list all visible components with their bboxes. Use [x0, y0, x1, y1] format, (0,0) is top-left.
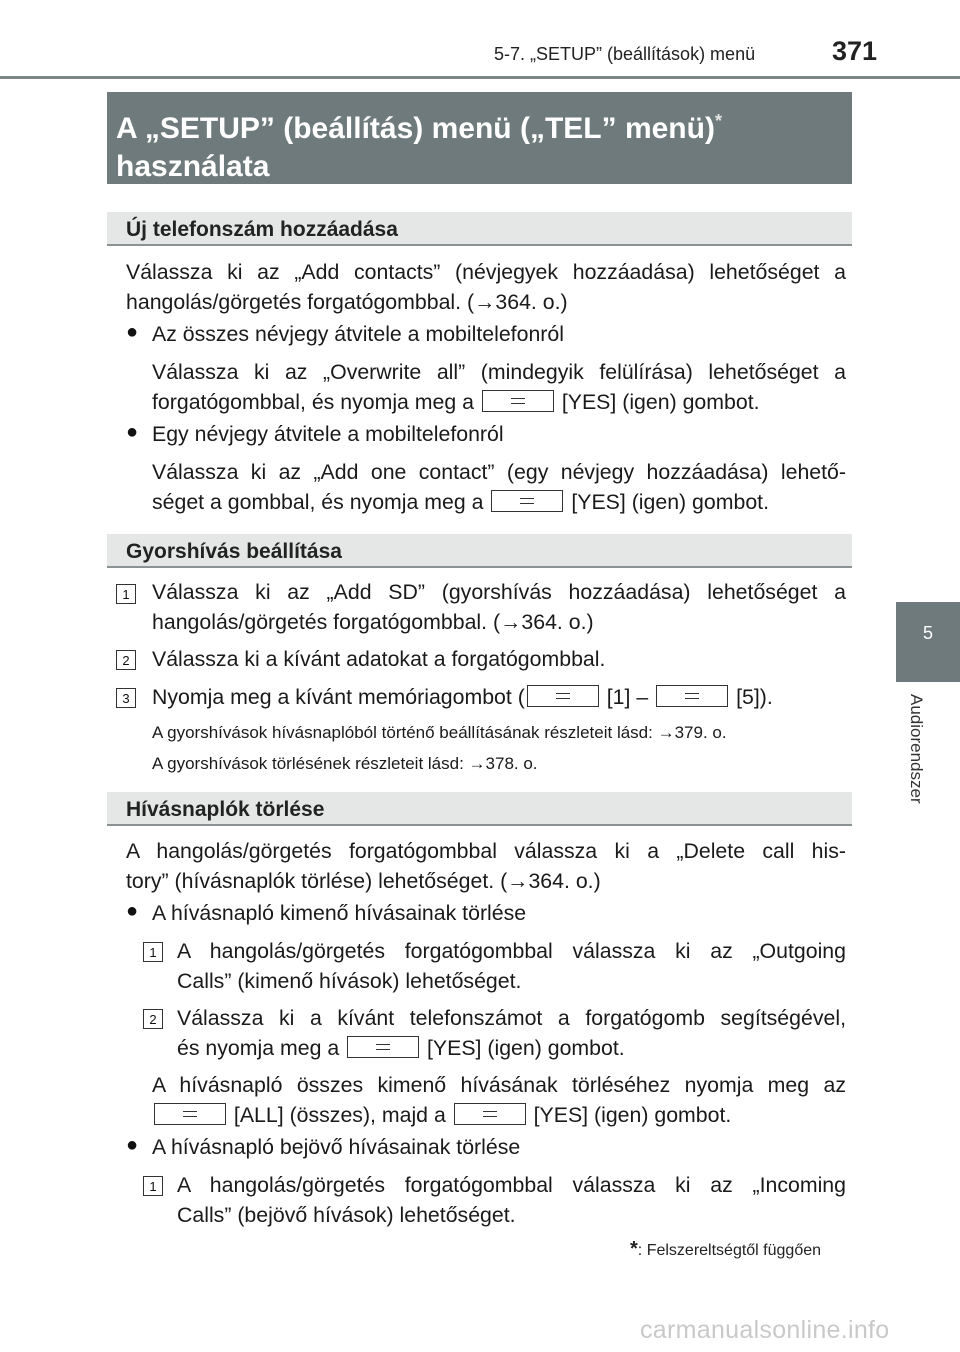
section-heading-delete-logs: Hívásnaplók törlése — [107, 792, 852, 826]
chapter-label: Audiorendszer — [907, 694, 926, 804]
paragraph-line: Válassza ki az „Overwrite all” (mindegyik felülírása) lehetőséget a — [152, 360, 846, 384]
bullet-icon: ● — [126, 1134, 139, 1156]
bullet-title: Az összes névjegy átvitele a mobiltelefonról — [152, 322, 564, 346]
page-title: A „SETUP” (beállítás) menü („TEL” menü)* használata — [107, 92, 852, 184]
bullet-icon: ● — [126, 421, 139, 443]
button-icon — [347, 1036, 419, 1058]
note-line: A gyorshívások hívásnaplóból történő beállításának részleteit lásd: →379. o. — [152, 723, 727, 742]
paragraph-line: és nyomja meg a [YES] (igen) gombot. — [177, 1036, 625, 1060]
button-icon — [154, 1103, 226, 1125]
header-rule — [0, 76, 960, 79]
footnote: *: Felszereltségtől függően — [630, 1238, 822, 1260]
step-number: 1 — [143, 1176, 163, 1196]
bullet-icon: ● — [126, 900, 139, 922]
paragraph-line: Nyomja meg a kívánt memóriagombot ( [1] – [5]). — [152, 685, 773, 709]
paragraph-line: forgatógombbal, és nyomja meg a [YES] (igen) gombot. — [152, 390, 760, 414]
running-header: 5-7. „SETUP” (beállítások) menü — [494, 44, 756, 64]
paragraph-line: Calls” (kimenő hívások) lehetőséget. — [177, 969, 522, 993]
paragraph-line: tory” (hívásnaplók törlése) lehetőséget. (→364. o.) — [126, 869, 601, 893]
step-number: 1 — [143, 942, 163, 962]
step-number: 2 — [116, 650, 136, 670]
chapter-number: 5 — [922, 623, 933, 643]
bullet-title: A hívásnapló kimenő hívásainak törlése — [152, 901, 527, 925]
paragraph-line: A hangolás/görgetés forgatógombbal válassza ki a „Delete call his- — [126, 839, 846, 863]
paragraph-line: Calls” (bejövő hívások) lehetőséget. — [177, 1203, 516, 1227]
paragraph-line: A hangolás/görgetés forgatógombbal válassza ki az „Incoming — [177, 1173, 846, 1197]
button-icon — [491, 490, 563, 512]
bullet-title: A hívásnapló bejövő hívásainak törlése — [152, 1135, 521, 1159]
paragraph-line: A hangolás/görgetés forgatógombbal válassza ki az „Outgoing — [177, 939, 846, 963]
paragraph-line: séget a gombbal, és nyomja meg a [YES] (igen) gombot. — [152, 490, 770, 514]
asterisk-icon: * — [630, 1238, 638, 1260]
page-number: 371 — [832, 36, 878, 66]
watermark-text: carmanualsonline.info — [640, 1316, 890, 1344]
button-icon — [656, 685, 728, 707]
button-icon — [454, 1103, 526, 1125]
paragraph-line: Válassza ki a kívánt adatokat a forgatógombbal. — [152, 647, 606, 671]
button-icon — [527, 685, 599, 707]
paragraph-line: Válassza ki az „Add contacts” (névjegyek hozzáadása) lehetőséget a — [126, 260, 846, 284]
bullet-title: Egy névjegy átvitele a mobiltelefonról — [152, 422, 504, 446]
step-number: 3 — [116, 688, 136, 708]
button-icon — [482, 390, 554, 412]
paragraph-line: Válassza ki az „Add SD” (gyorshívás hozzáadása) lehetőséget a — [152, 580, 846, 604]
note-line: A gyorshívások törlésének részleteit lásd: →378. o. — [152, 754, 538, 773]
paragraph-line: hangolás/görgetés forgatógombbal. (→364. o.) — [152, 610, 594, 634]
paragraph-line: hangolás/görgetés forgatógombbal. (→364. o.) — [126, 290, 568, 314]
step-number: 2 — [143, 1009, 163, 1029]
paragraph-line: Válassza ki a kívánt telefonszámot a forgatógomb segítségével, — [177, 1006, 846, 1030]
asterisk-icon: * — [714, 111, 722, 131]
paragraph-line: Válassza ki az „Add one contact” (egy névjegy hozzáadása) lehető- — [152, 460, 846, 484]
bullet-icon: ● — [126, 321, 139, 343]
step-number: 1 — [116, 584, 136, 604]
paragraph-line: [ALL] (összes), majd a [YES] (igen) gombot. — [152, 1103, 731, 1128]
section-heading-speed-dial: Gyorshívás beállítása — [107, 534, 852, 568]
paragraph-line: A hívásnapló összes kimenő hívásának törléséhez nyomja meg az — [152, 1073, 846, 1097]
section-heading-new-number: Új telefonszám hozzáadása — [107, 212, 852, 246]
